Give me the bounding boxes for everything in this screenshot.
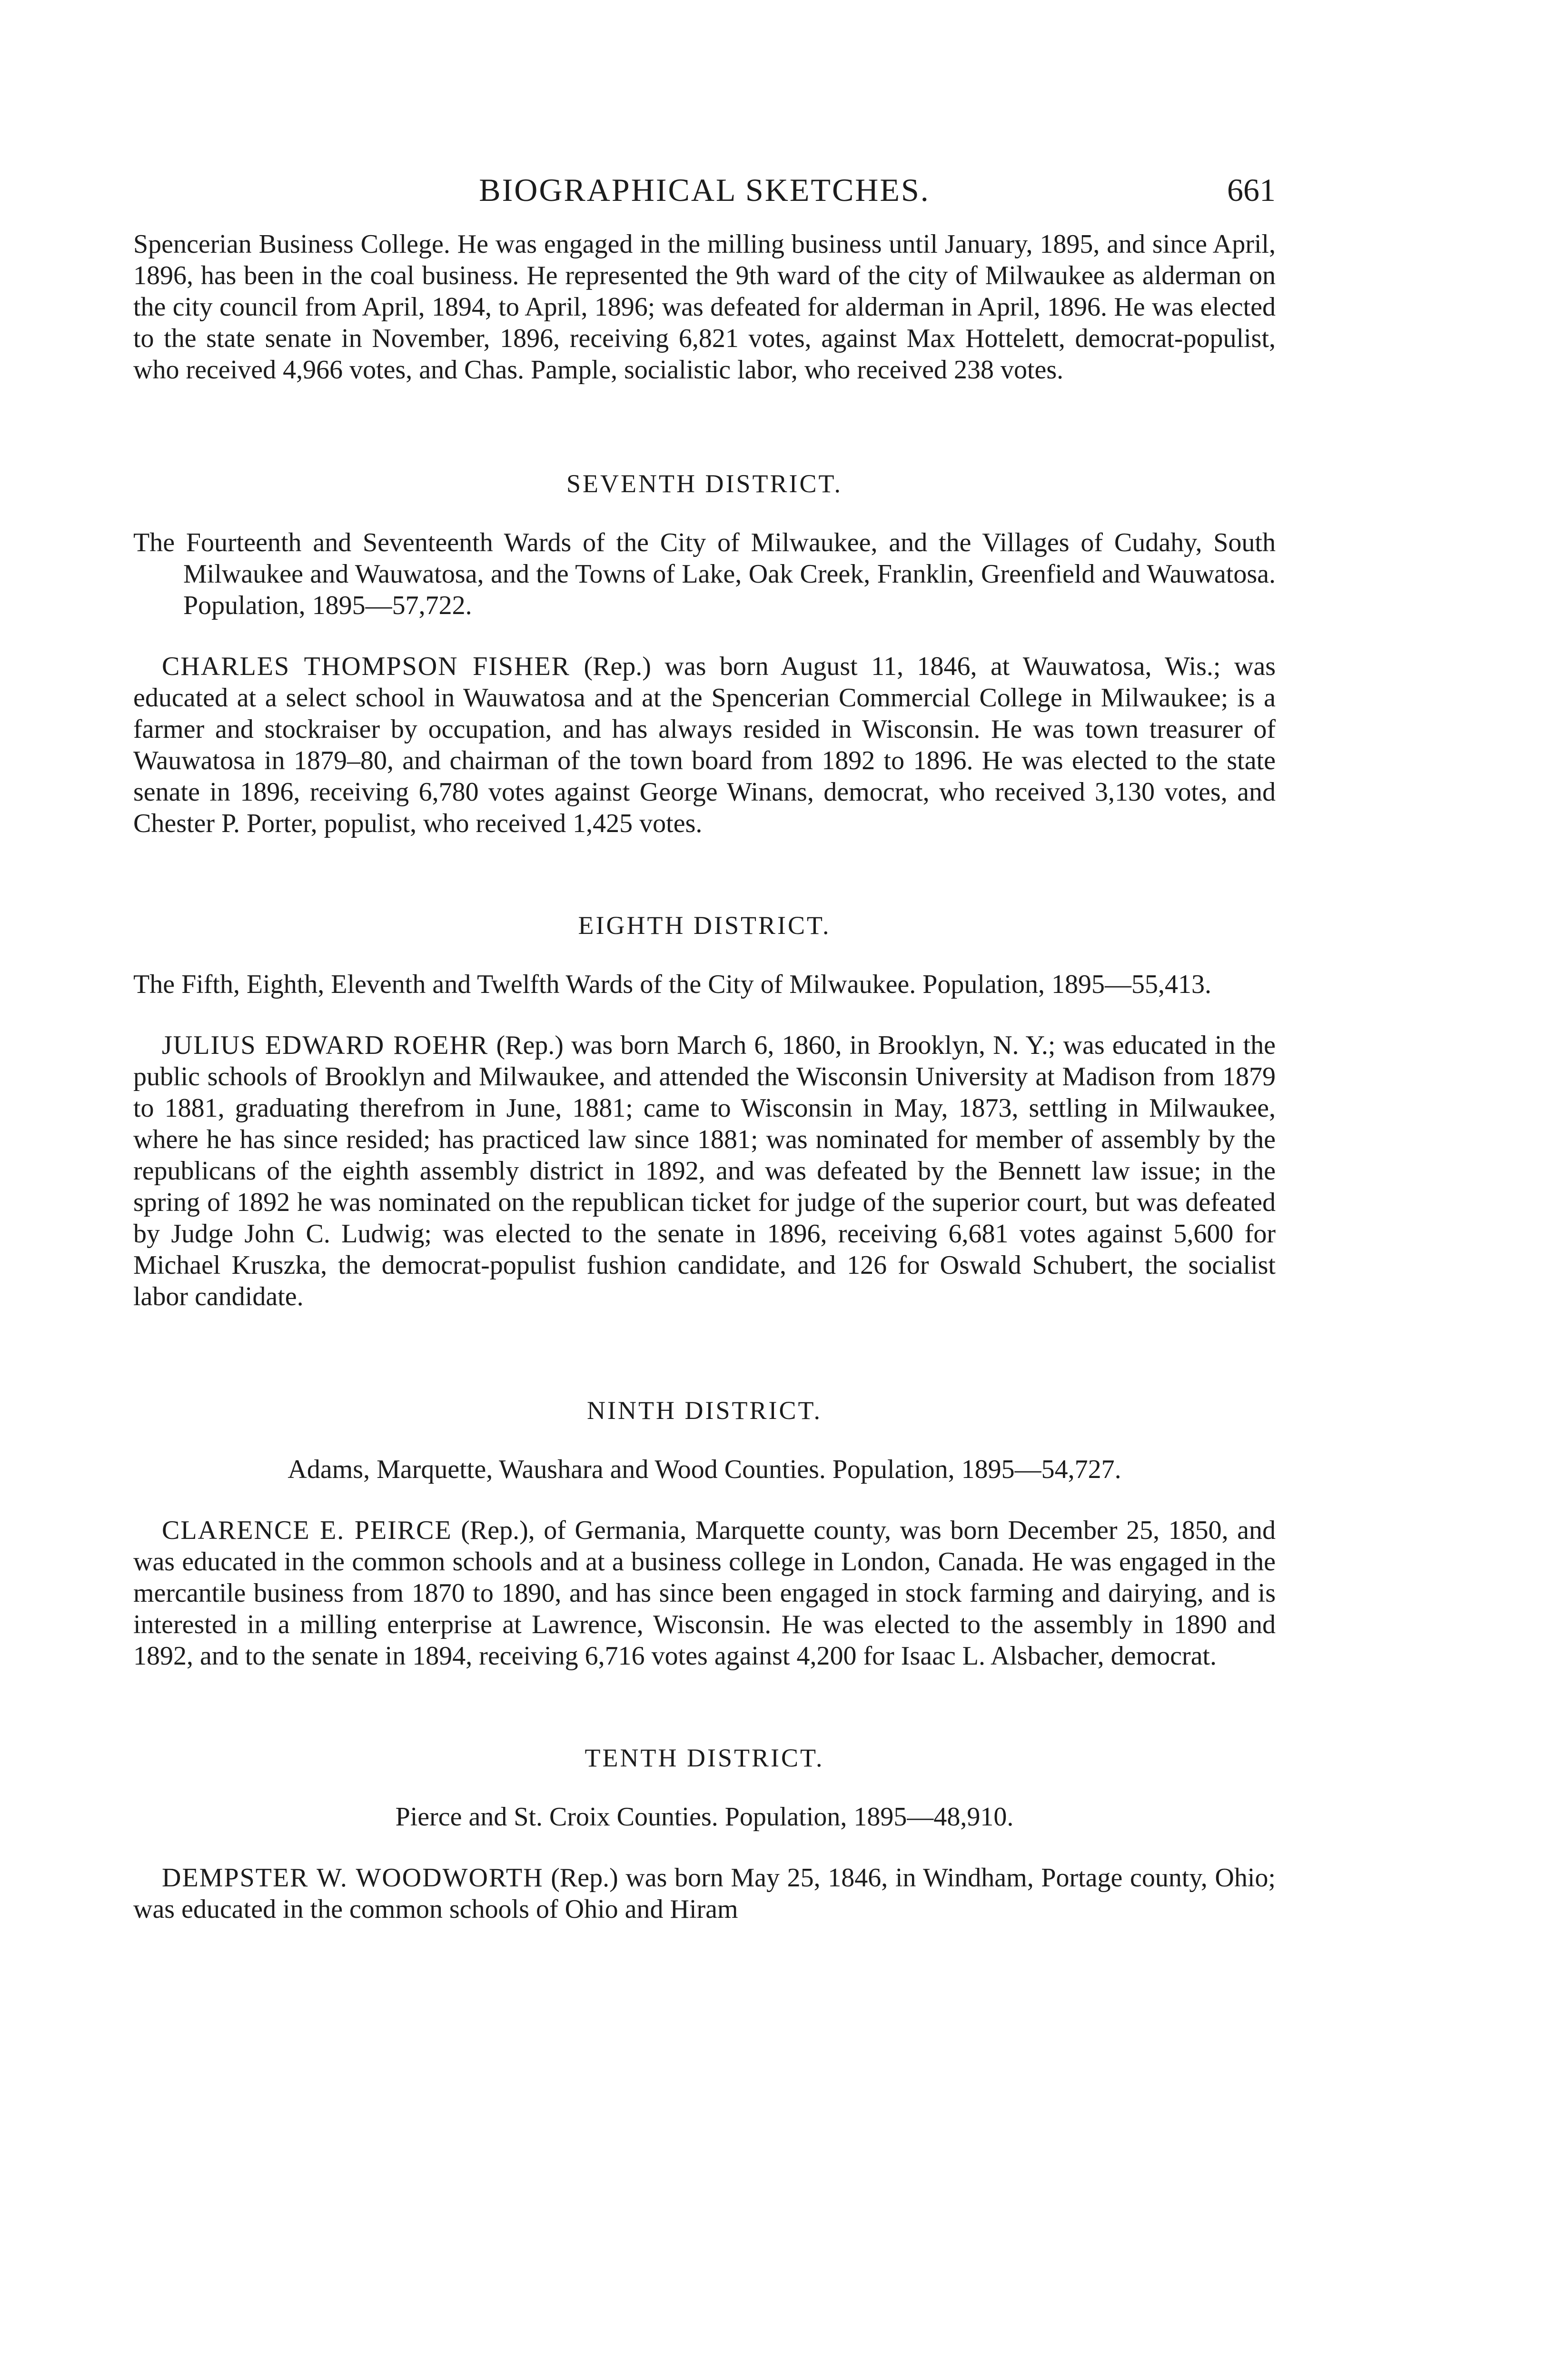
district-description: Pierce and St. Croix Counties. Population, 1895—48,910. (395, 1802, 1014, 1832)
district-section-tenth (133, 1743, 1276, 1925)
biography-paragraph (133, 1515, 1276, 1672)
senator-name: JULIUS EDWARD ROEHR (162, 1031, 489, 1060)
senator-name: CHARLES THOMPSON FISHER (162, 652, 571, 681)
continued-paragraph: Spencerian Business College. He was engaged in the milling business until January, 1895, and since April, 1896, has been in the coal business. He represented the 9th ward of the city of Milwaukee as alderman on the city council from April, 1894, to April, 1896; was defeated for alderman in April, 1896. He was elected to the state senate in November, 1896, receiving 6,821 votes, against Max Hottelett, democrat-populist, who received 4,966 votes, and Chas. Pample, socialistic labor, who received 238 votes. (133, 229, 1276, 385)
senator-name: CLARENCE E. PEIRCE (162, 1516, 452, 1545)
district-description: The Fourteenth and Seventeenth Wards of the City of Milwaukee, and the Villages of Cudahy, South Milwaukee and Wauwatosa, and the Towns of Lake, Oak Creek, Franklin, Greenfield and Wauwatosa. Population, 1895—57,722. (133, 528, 1276, 620)
district-heading: NINTH DISTRICT. (587, 1396, 822, 1425)
biography-text: (Rep.) was born May 25, 1846, in Windham, Portage county, Ohio; was educated in the common schools of Ohio and Hiram (133, 1863, 1276, 1924)
district-description: Adams, Marquette, Waushara and Wood Counties. Population, 1895—54,727. (287, 1455, 1121, 1484)
district-description: The Fifth, Eighth, Eleventh and Twelfth Wards of the City of Milwaukee. Population, 1895—55,413. (133, 970, 1211, 999)
district-section-seventh (133, 469, 1276, 839)
biography-paragraph (133, 1862, 1276, 1925)
district-heading: SEVENTH DISTRICT. (566, 469, 842, 498)
district-section-ninth (133, 1396, 1276, 1672)
page-number: 661 (1227, 172, 1276, 208)
biography-text: (Rep.) was born August 11, 1846, at Wauwatosa, Wis.; was educated at a select school in Wauwatosa and at the Spencerian Commercial College in Milwaukee; is a farmer and stockraiser by occupation, and has always resided in Wisconsin. He was town treasurer of Wauwatosa in 1879–80, and chairman of the town board from 1892 to 1896. He was elected to the state senate in 1896, receiving 6,780 votes against George Winans, democrat, who received 3,130 votes, and Chester P. Porter, populist, who received 1,425 votes. (133, 652, 1276, 838)
biography-paragraph (133, 651, 1276, 839)
senator-name: DEMPSTER W. WOODWORTH (162, 1863, 544, 1893)
district-heading: TENTH DISTRICT. (585, 1744, 824, 1772)
document-page (133, 171, 1276, 1925)
district-section-eighth (133, 911, 1276, 1312)
biography-paragraph (133, 1030, 1276, 1312)
biography-text: (Rep.) was born March 6, 1860, in Brooklyn, N. Y.; was educated in the public schools of Brooklyn and Milwaukee, and attended the Wisconsin University at Madison from 1879 to 1881, graduating therefrom in June, 1881; came to Wisconsin in May, 1873, settling in Milwaukee, where he has since resided; has practiced law since 1881; was nominated for member of assembly by the republicans of the eighth assembly district in 1892, and was defeated by the Bennett law issue; in the spring of 1892 he was nominated on the republican ticket for judge of the superior court, but was defeated by Judge John C. Ludwig; was elected to the senate in 1896, receiving 6,681 votes against 5,600 for Michael Kruszka, the democrat-populist fushion candidate, and 126 for Oswald Schubert, the socialist labor candidate. (133, 1031, 1276, 1311)
district-heading: EIGHTH DISTRICT. (578, 911, 831, 940)
biography-text: (Rep.), of Germania, Marquette county, was born December 25, 1850, and was educated in the common schools and at a business college in London, Canada. He was engaged in the mercantile business from 1870 to 1890, and has since been engaged in stock farming and dairying, and is interested in a milling enterprise at Lawrence, Wisconsin. He was elected to the assembly in 1890 and 1892, and to the senate in 1894, receiving 6,716 votes against 4,200 for Isaac L. Alsbacher, democrat. (133, 1516, 1276, 1671)
running-title: BIOGRAPHICAL SKETCHES. (479, 172, 930, 208)
running-header (133, 171, 1276, 219)
